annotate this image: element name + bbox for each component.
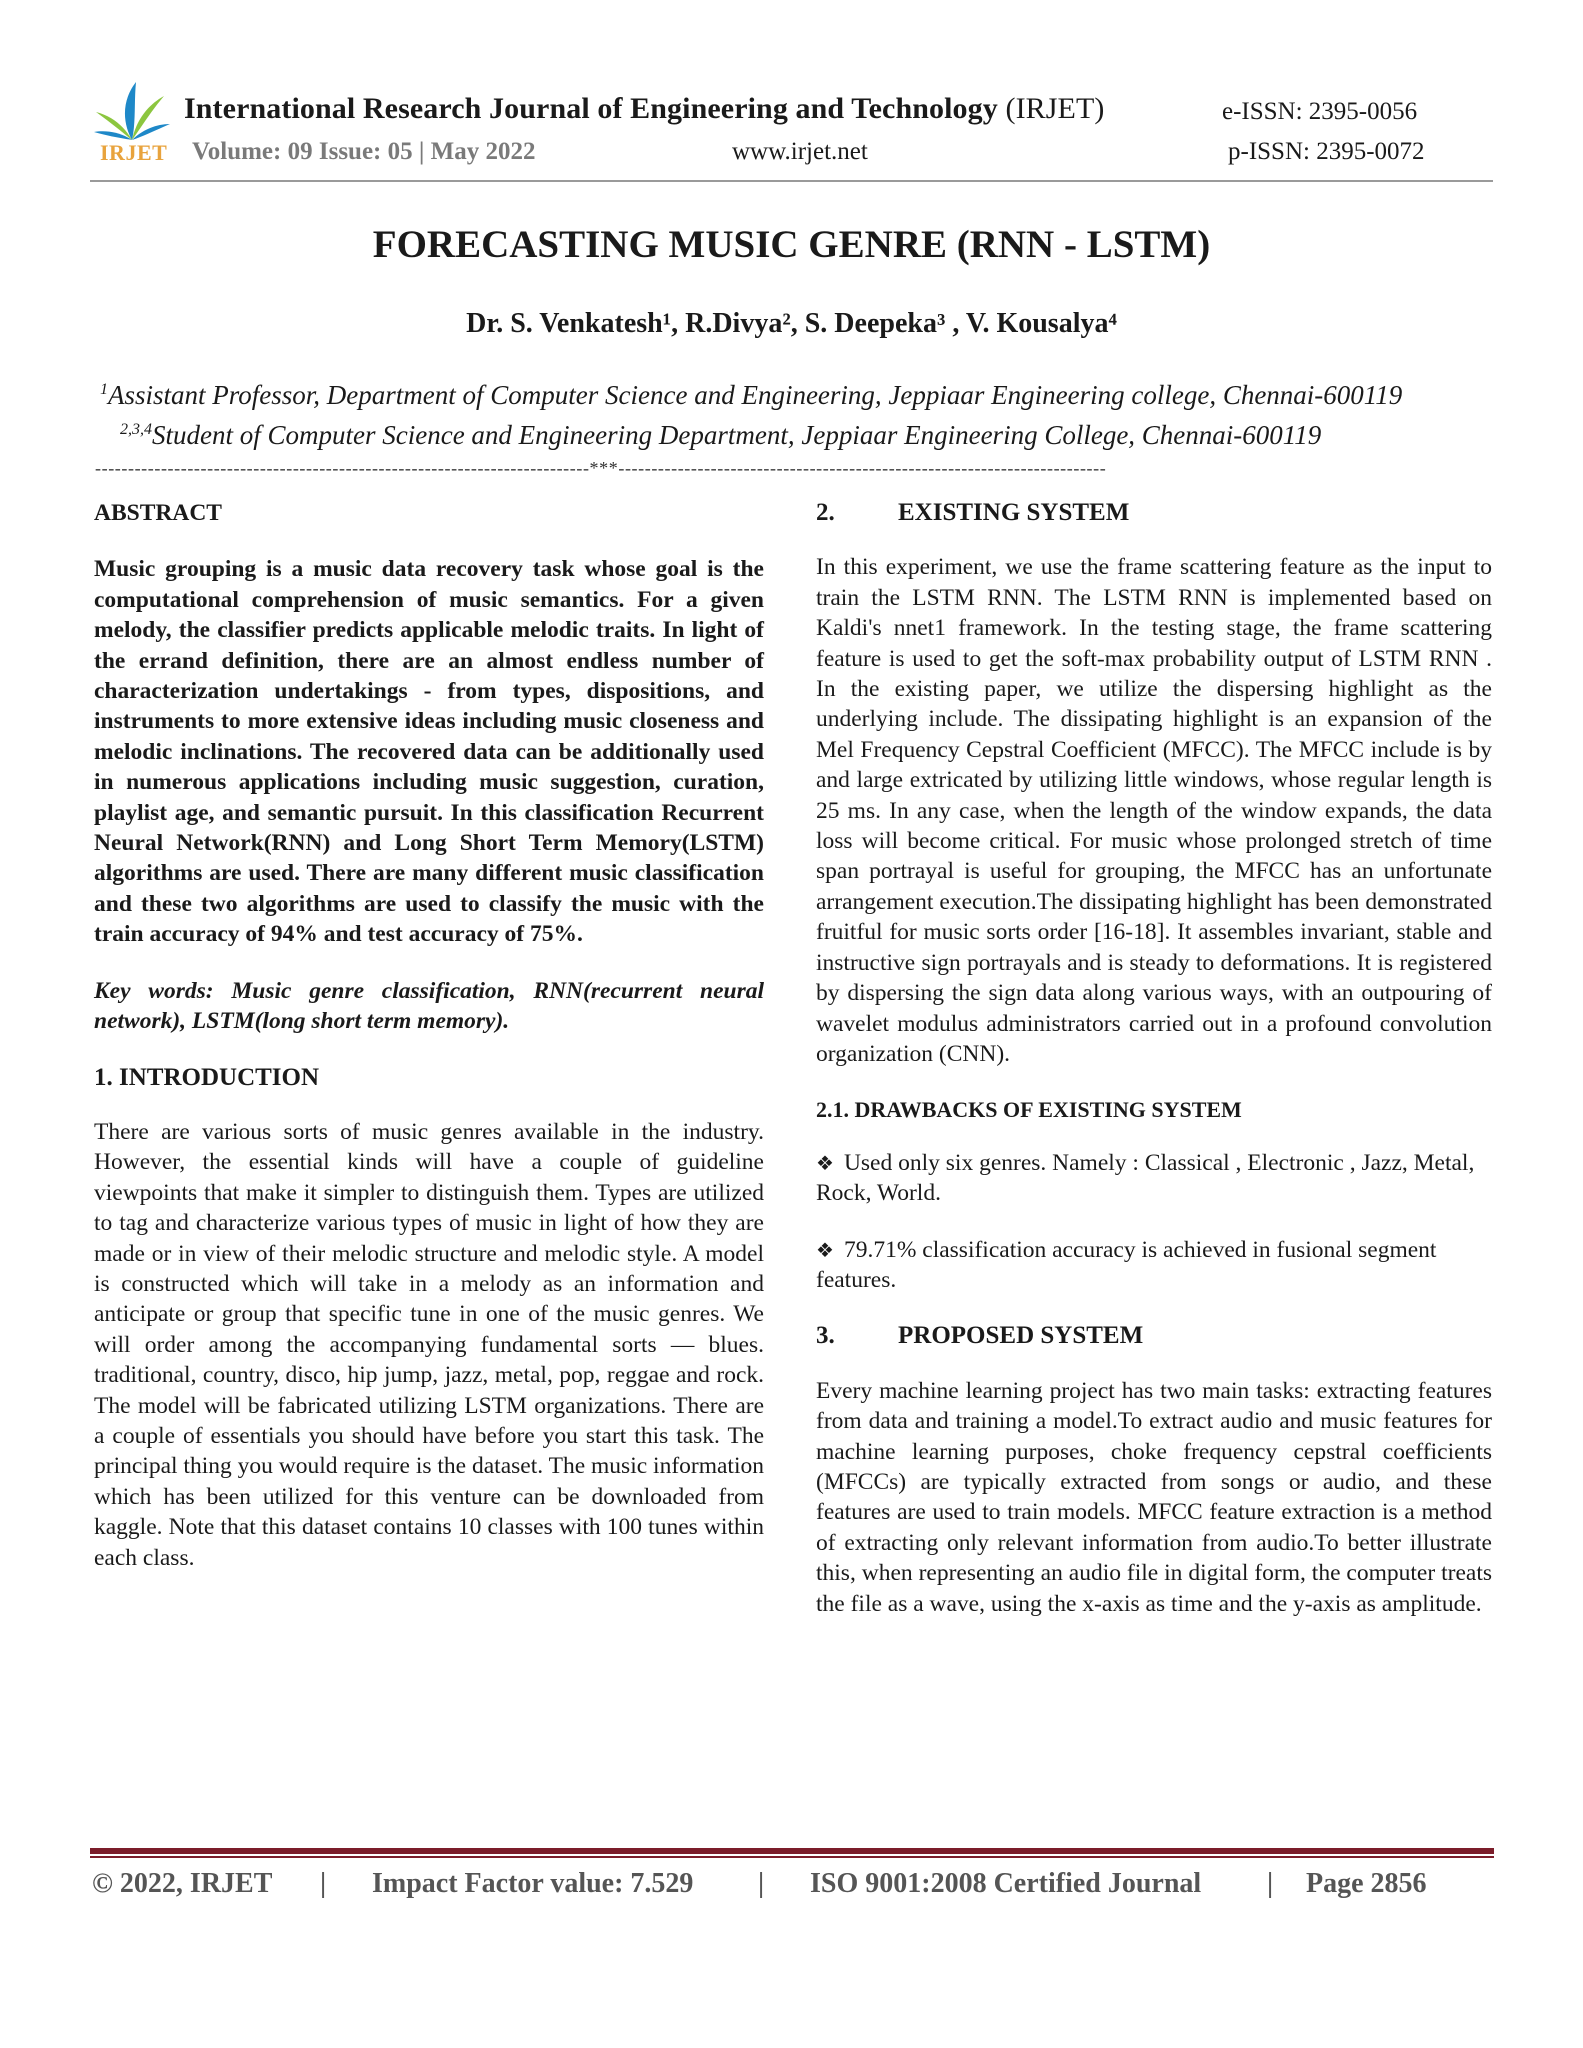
introduction-text: There are various sorts of music genres available in the industry. However, the essential kinds will have a couple of guideline viewpoints that make it simpler to distinguish them. Types are utilized to tag and characterize various types of music in light of how they are made or in view of their melodic structure and melodic style. A model is constructed which will take in a melody as an information and anticipate or group that specific tune in one of the music genres. We will order among the accompanying fundamental sorts — blues. traditional, country, disco, hip jump, jazz, metal, pop, reggae and rock. The model will be fabricated utilizing LSTM organizations. There are a couple of essentials you should have before you start this task. The principal thing you would require is the dataset. The music information which has been utilized for this venture can be downloaded from kaggle. Note that this dataset contains 10 classes with 100 tunes within each class. (94, 1118, 764, 1571)
right-column (816, 498, 1492, 1619)
irjet-logo (92, 78, 172, 170)
diamond-bullet-icon: ❖ (816, 1150, 834, 1175)
affiliation-1-text: Assistant Professor, Department of Computer Science and Engineering, Jeppiaar Engineering college, Chennai-600119 (108, 380, 1403, 410)
diamond-bullet-icon: ❖ (816, 1237, 834, 1262)
paper-title: FORECASTING MUSIC GENRE (RNN - LSTM) (372, 223, 1211, 266)
affiliation-2-text: Student of Computer Science and Engineering Department, Jeppiaar Engineering College, Chennai-600119 (152, 420, 1322, 450)
affiliation-1-sup: 1 (100, 381, 108, 398)
affiliation-1 (100, 380, 1500, 411)
journal-name-text: International Research Journal of Engineering and Technology (184, 92, 998, 125)
proposed-system-number: 3. (816, 1322, 835, 1350)
footer-impact-factor: Impact Factor value: 7.529 (372, 1868, 694, 1899)
proposed-system-text: Every machine learning project has two main tasks: extracting features from data and training a model.To extract audio and music features for machine learning purposes, choke frequency cepstral coefficients (MFCCs) are typically extracted from songs or audio, and these features are used to train models. MFCC feature extraction is a method of extracting only relevant information from audio.To better illustrate this, when representing an audio file in digital form, the computer treats the file as a wave, using the x-axis as time and the y-axis as amplitude. (816, 1377, 1492, 1617)
footer-divider: | (1267, 1868, 1274, 1899)
proposed-system-title: PROPOSED SYSTEM (898, 1322, 1144, 1350)
drawback-bullet-1 (816, 1148, 1492, 1209)
abstract-text: Music grouping is a music data recovery task whose goal is the computational comprehension of music semantics. For a given melody, the classifier predicts applicable melodic traits. In light of the errand definition, there are an almost endless number of characterization undertakings - from types, dispositions, and instruments to more extensive ideas including music closeness and melodic inclinations. The recovered data can be additionally used in numerous applications including music suggestion, curation, playlist age, and semantic pursuit. In this classification Recurrent Neural Network(RNN) and Long Short Term Memory(LSTM) algorithms are used. There are many different music classification and these two algorithms are used to classify the music with the train accuracy of 94% and test accuracy of 75%. (94, 556, 764, 948)
proposed-system-heading (816, 1321, 1492, 1351)
drawback-text-2: 79.71% classification accuracy is achieved in fusional segment features. (816, 1236, 1437, 1293)
abstract-heading: ABSTRACT (94, 500, 222, 526)
drawback-bullet-2 (816, 1235, 1492, 1296)
introduction-heading: 1. INTRODUCTION (94, 1063, 320, 1091)
footer-divider: | (320, 1868, 327, 1899)
drawbacks-heading: 2.1. DRAWBACKS OF EXISTING SYSTEM (816, 1097, 1242, 1123)
footer-iso: ISO 9001:2008 Certified Journal (810, 1868, 1202, 1899)
existing-system-text: In this experiment, we use the frame scattering feature as the input to train the LSTM RNN. The LSTM RNN is implemented based on Kaldi's nnet1 framework. In the testing stage, the frame scattering feature is used to get the soft-max probability output of LSTM RNN . In the existing paper, we utilize the dispersing highlight as the underlying include. The dissipating highlight is an expansion of the Mel Frequency Cepstral Coefficient (MFCC). The MFCC include is by and large extricated by utilizing little windows, whose regular length is 25 ms. In any case, when the length of the window expands, the data loss will become critical. For music whose prolonged stretch of time span portrayal is useful for grouping, the MFCC has an unfortunate arrangement execution.The dissipating highlight has been demonstrated fruitful for music sorts order [16-18]. It assembles invariant, stable and instructive sign portrayals and is steady to deformations. It is registered by dispersing the sign data along various ways, with an outpouring of wavelet modulus administrators carried out in a profound convolution organization (CNN). (816, 554, 1492, 1067)
footer-copyright: © 2022, IRJET (92, 1868, 273, 1899)
keywords: Key words: Music genre classification, RNN(recurrent neural network), LSTM(long short term memory). (94, 977, 764, 1035)
existing-system-heading (816, 498, 1492, 528)
journal-abbr: (IRJET) (1005, 92, 1105, 125)
existing-system-title: EXISTING SYSTEM (898, 499, 1130, 526)
footer-rule (90, 1848, 1494, 1854)
logo-text: IRJET (100, 140, 168, 165)
footer-rule-thin (90, 1856, 1494, 1858)
eissn: e-ISSN: 2395-0056 (1222, 98, 1418, 125)
volume-issue: Volume: 09 Issue: 05 | May 2022 (192, 138, 536, 165)
section-separator: ---------------------------------------------------------------------------***-------------------------------------------------------------------------- (95, 458, 1107, 478)
affiliation-2 (120, 420, 1520, 451)
existing-system-number: 2. (816, 499, 835, 526)
drawback-text-1: Used only six genres. Namely : Classical , Electronic , Jazz, Metal, Rock, World. (816, 1149, 1475, 1207)
authors: Dr. S. Venkatesh¹, R.Divya², S. Deepeka³ , V. Kousalya⁴ (466, 308, 1117, 339)
affiliation-2-sup: 2,3,4 (120, 421, 152, 438)
footer-divider: | (758, 1868, 765, 1899)
left-column (94, 498, 764, 1573)
journal-website: www.irjet.net (732, 138, 868, 165)
pissn: p-ISSN: 2395-0072 (1228, 138, 1425, 165)
footer-page-number: Page 2856 (1306, 1868, 1427, 1899)
journal-name (184, 92, 1105, 126)
header-rule (90, 180, 1493, 182)
